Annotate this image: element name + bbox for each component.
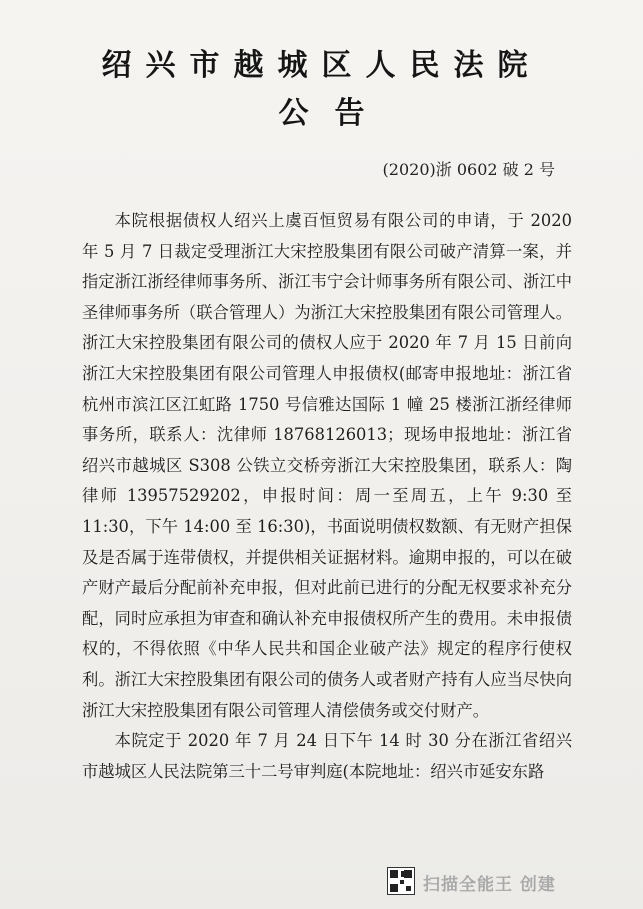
paragraph-claims: 本院根据债权人绍兴上虞百恒贸易有限公司的申请，于 2020 年 5 月 7 日裁定受理浙江大宋控股集团有限公司破产清算一案，并指定浙江浙经律师事务所、浙江韦宁会计师事务所有限公司、浙江中圣律师事务所（联合管理人）为浙江大宋控股集团有限公司管理人。浙江大宋控股集团有限公司的债权人应于 2020 年 7 月 15 日前向浙江大宋控股集团有限公司管理人申报债权(邮寄申报地址：浙江省杭州市滨江区江虹路 1750 号信雅达国际 1 幢 25 楼浙江浙经律师事务所，联系人：沈律师 18768126013；现场申报地址：浙江省绍兴市越城区 S308 公铁立交桥旁浙江大宋控股集团，联系人：陶律师 13957529202，申报时间：周一至周五，上午 9:30 至 11:30，下午 14:00 至 16:30)，书面说明债权数额、有无财产担保及是否属于连带债权，并提供相关证据材料。逾期申报的，可以在破产财产最后分配前补充申报，但对此前已进行的分配无权要求补充分配，同时应承担为审查和确认补充申报债权所产生的费用。未申报债权的，不得依照《中华人民共和国企业破产法》规定的程序行使权利。浙江大宋控股集团有限公司的债务人或者财产持有人应当尽快向浙江大宋控股集团有限公司管理人清偿债务或交付财产。 [82, 211, 572, 720]
notice-body [82, 206, 572, 787]
qr-code-icon [387, 867, 415, 895]
document-number: (2020)浙 0602 破 2 号 [382, 160, 555, 179]
paragraph-meeting: 本院定于 2020 年 7 月 24 日下午 14 时 30 分在浙江省绍兴市越城区人民法院第三十二号审判庭(本院地址：绍兴市延安东路 [82, 731, 572, 781]
court-name-heading: 绍兴市越城区人民法院 [101, 48, 542, 83]
notice-heading: 公告 [278, 96, 391, 131]
scanner-watermark: 扫描全能王 创建 [423, 875, 556, 895]
